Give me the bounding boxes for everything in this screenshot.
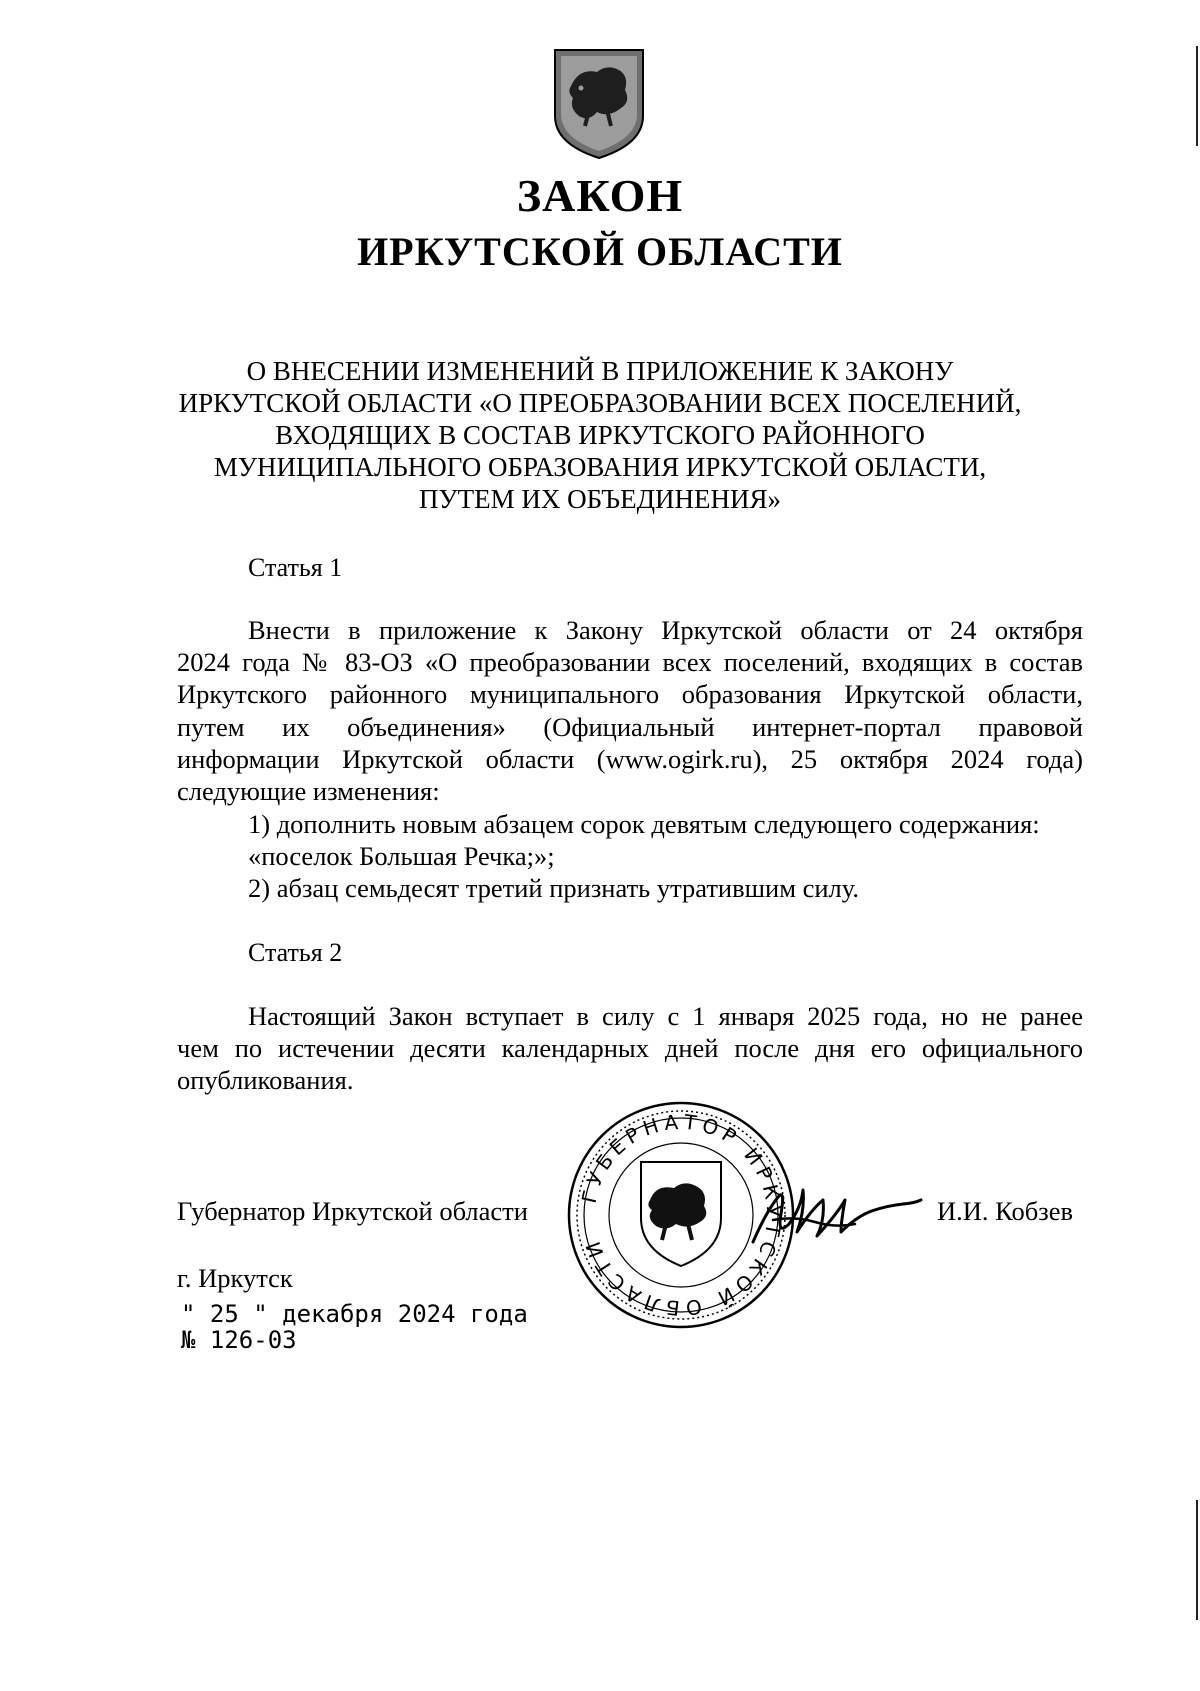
paragraph-line: информации Иркутской области (www.ogirk.ru), 25 октября 2024 года) [177,743,1083,774]
paragraph-line: Внести в приложение к Закону Иркутской области от 24 октября [248,615,1083,645]
article-2-label: Статья 2 [248,938,343,967]
signatory-position: Губернатор Иркутской области [177,1196,528,1226]
law-heading [130,355,1070,515]
heading-line: ПУТЕМ ИХ ОБЪЕДИНЕНИЯ» [418,484,782,514]
law-number: № 126-03 [181,1326,297,1354]
amendment-item: 1) дополнить новым абзацем сорок девятым следующего содержания: [248,809,1040,839]
paragraph-line: опубликования. [177,1065,354,1096]
document-title: ЗАКОН [516,170,684,221]
scan-edge-mark [1196,1500,1198,1620]
article-1-text [177,614,1083,807]
paragraph-line: 2024 года № 83-ОЗ «О преобразовании всех поселений, входящих в состав [177,647,1083,678]
paragraph-line: чем по истечении десяти календарных дней после дня его официального [177,1033,1083,1064]
signing-date: " 25 " декабря 2024 года [181,1300,528,1328]
document-subtitle: ИРКУТСКОЙ ОБЛАСТИ [357,229,843,274]
amendment-item: «поселок Большая Речка;»; [248,841,555,871]
heading-line: МУНИЦИПАЛЬНОГО ОБРАЗОВАНИЯ ИРКУТСКОЙ ОБЛАСТИ, [213,452,987,482]
amendment-item: 2) абзац семьдесят третий признать утратившим силу. [248,873,859,903]
article-1-label: Статья 1 [248,553,343,582]
article-2-text [177,1000,1083,1097]
heading-line: ВХОДЯЩИХ В СОСТАВ ИРКУТСКОГО РАЙОННОГО [275,420,925,450]
signatory-name: И.И. Кобзев [937,1196,1073,1226]
paragraph-line: Настоящий Закон вступает в силу с 1 января 2025 года, но не ранее [248,1001,1083,1031]
paragraph-line: следующие изменения: [177,776,440,807]
handwritten-signature-icon [745,1170,925,1260]
heading-line: ИРКУТСКОЙ ОБЛАСТИ «О ПРЕОБРАЗОВАНИИ ВСЕХ ПОСЕЛЕНИЙ, [178,388,1022,418]
paragraph-line: путем их объединения» (Официальный интернет-портал правовой [177,711,1083,742]
signing-city: г. Иркутск [177,1263,293,1293]
seal-text: ГУБЕРНАТОР ИРКУТСКОЙ ОБЛАСТИ [576,1109,787,1321]
heading-line: О ВНЕСЕНИИ ИЗМЕНЕНИЙ В ПРИЛОЖЕНИЕ К ЗАКОНУ [246,356,954,386]
scan-edge-mark [1196,46,1198,146]
irkutsk-coat-of-arms-icon [549,46,649,161]
paragraph-line: Иркутского районного муниципального образования Иркутской области, [177,679,1083,710]
